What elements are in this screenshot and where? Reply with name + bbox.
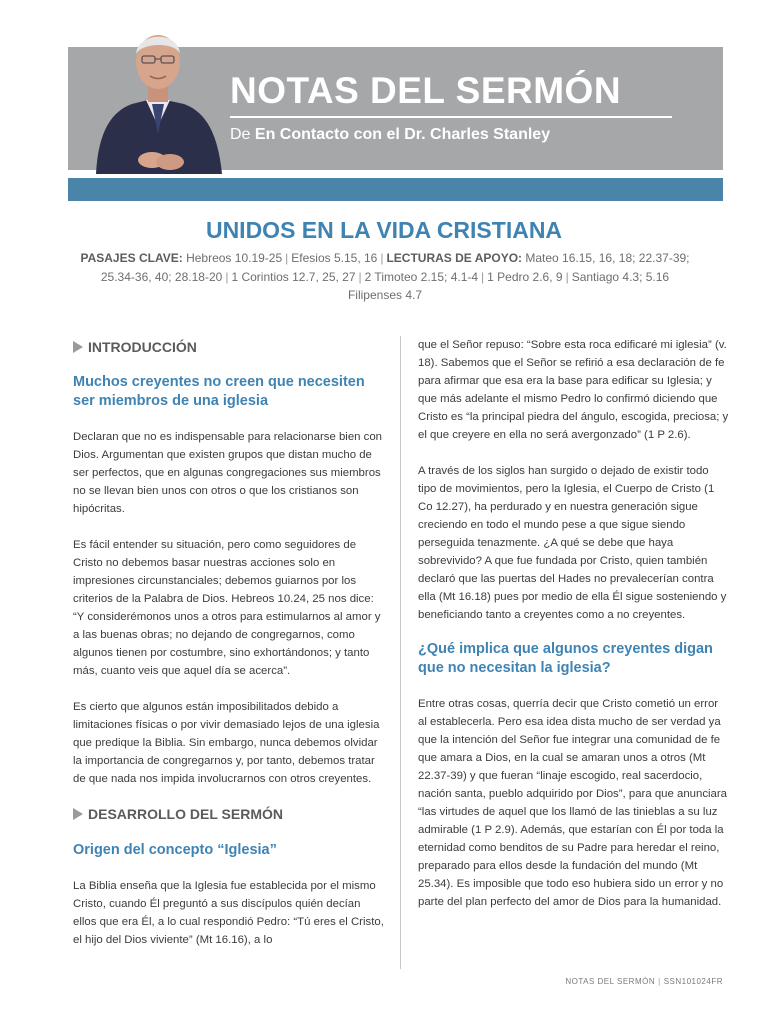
section-heading-label: INTRODUCCIÓN: [88, 339, 197, 355]
subheading-intro: Muchos creyentes no creen que necesiten ser miembros de una iglesia: [73, 374, 365, 409]
left-column: [73, 330, 384, 949]
reading-item: 1 Corintios 12.7, 25, 27: [231, 269, 356, 284]
key-passage: Hebreos 10.19-25: [186, 251, 283, 265]
play-triangle-icon: [73, 341, 83, 353]
page-footer: NOTAS DEL SERMÓN | SSN101024FR: [565, 977, 723, 986]
section-heading-desarrollo: [73, 804, 384, 824]
speaker-portrait: [88, 14, 228, 174]
paragraph: que el Señor repuso: “Sobre esta roca edificaré mi iglesia” (v. 18). Sabemos que el Señor se refirió a esa declaración de fe para afirmar que esa era la base para edificar su Iglesia; y que más adelante el mismo Pedro lo confirmó diciendo que Cristo es “la principal piedra del ángulo, escogida, preciosa; y el que creyere en ella no será avergonzado” (1 P 2.6).: [418, 339, 729, 441]
paragraph: Es cierto que algunos están imposibilitados debido a limitaciones físicas o por vivir demasiado lejos de una iglesia que predique la Biblia. Sin embargo, nunca debemos olvidar la importancia de congregarnos y, por tanto, debemos tratar de que nada nos impida involucrarnos con otros creyentes.: [73, 701, 380, 785]
reading-item: Filipenses 4.7: [347, 288, 423, 302]
subheading-implica: ¿Qué implica que algunos creyentes digan que no necesitan la iglesia?: [418, 641, 713, 676]
subheading-origen: Origen del concepto “Iglesia”: [73, 842, 277, 858]
reading-item: Mateo 16.15, 16, 18; 22.37-39;: [525, 251, 690, 265]
footer-label: NOTAS DEL SERMÓN: [565, 977, 656, 986]
passages-label: PASAJES CLAVE:: [80, 251, 183, 265]
reading-item: 25.34-36, 40; 28.18-20: [100, 269, 223, 284]
section-heading-label: DESARROLLO DEL SERMÓN: [88, 806, 283, 822]
paragraph: A través de los siglos han surgido o dejado de existir todo tipo de movimientos, pero la Iglesia, el Cuerpo de Cristo (1 Co 12.27), ha perdurado y en nuestra generación sigue creciendo en todo el mundo pese a que sigue siendo perseguida tenazmente. ¿A qué se debe que haya sobrevivido? A que fue fundada por Cristo, quien también declaró que las puertas del Hades no prevalecerían contra ella (Mt 16.18) pues por medio de ella Él sigue sosteniendo y beneficiando tanto a creyentes como a no creyentes.: [418, 465, 727, 621]
paragraph: La Biblia enseña que la Iglesia fue establecida por el mismo Cristo, cuando Él preguntó a sus discípulos quién decían ellos que era Él, a lo cual respondió Pedro: “Tú eres el Cristo, el hijo del Dios viviente” (Mt 16.16), a lo: [73, 880, 384, 946]
page-subtitle: [230, 126, 550, 144]
reading-item: 1 Pedro 2.6, 9: [487, 269, 563, 284]
reading-item: Santiago 4.3; 5.16: [571, 269, 670, 284]
paragraph: Es fácil entender su situación, pero como seguidores de Cristo no debemos basar nuestras acciones solo en impresiones circunstanciales; debemos guiarnos por los criterios de la Palabra de Dios. Hebreos 10.24, 25 nos dice: “Y considerémonos unos a otros para estimularnos al amor y a las buenas obras; no dejando de congregarnos, como algunos tienen por costumbre, sino exhortándonos; y tanto más, cuanto veis que aquel día se acerca”.: [73, 539, 381, 677]
efesios-passage: Efesios 5.15, 16: [291, 251, 378, 265]
section-heading-introduccion: [73, 337, 384, 357]
subtitle-ministry: En Contacto con el Dr. Charles Stanley: [254, 126, 551, 143]
footer-code: SSN101024FR: [663, 977, 723, 986]
play-triangle-icon: [73, 808, 83, 820]
title-rule: [230, 116, 672, 118]
subtitle-prefix: De: [230, 126, 251, 143]
right-column: [418, 330, 730, 911]
page-title: NOTAS DEL SERMÓN: [230, 70, 622, 111]
reading-item: 2 Timoteo 2.15; 4.1-4: [364, 269, 479, 284]
paragraph: Entre otras cosas, querría decir que Cristo cometió un error al establecerla. Pero esa idea dista mucho de ser verdad ya que la intención del Señor fue integrar una comunidad de fe que amara a Dios, en la cual se amaran unos a otros (Mt 22.37-39) y que fueran “linaje escogido, real sacerdocio, nación santa, pueblo adquirido por Dios”, para que anunciara “las virtudes de aquel que los llamó de las tinieblas a su luz admirable (1 P 2.9). Además, que estarían con Él por toda la eternidad como benditos de su Padre para heredar el reino, preparado para ellos desde la fundación del mundo (Mt 25.34). Es imposible que todo eso hubiera sido un error y no parte del plan perfecto del amor de Dios para la humanidad.: [418, 698, 728, 908]
scripture-passages: PASAJES CLAVE: Hebreos 10.19-25 | Efesios 5.15, 16 | LECTURAS DE APOYO: Mateo 16.15, 16, 18; 22.37-39; 25.34-36, 40; 28.18-20 | 1 Corintios 12.7, 25, 27 | 2 Timoteo 2.15; 4.1-4 | 1 Pedro 2.6, 9 | Santiago 4.3; 5.16 Filipenses 4.7: [80, 251, 690, 302]
column-divider: [400, 336, 401, 969]
blue-divider-band: [68, 178, 723, 201]
paragraph: Declaran que no es indispensable para relacionarse bien con Dios. Argumentan que existen grupos que distan mucho de ser perfectos, que en algunas congregaciones sus miembros no se llevan bien unos con otros o que los cristianos son hipócritas.: [73, 431, 383, 515]
sermon-title: UNIDOS EN LA VIDA CRISTIANA: [205, 217, 563, 243]
readings-label: LECTURAS DE APOYO:: [386, 251, 523, 265]
